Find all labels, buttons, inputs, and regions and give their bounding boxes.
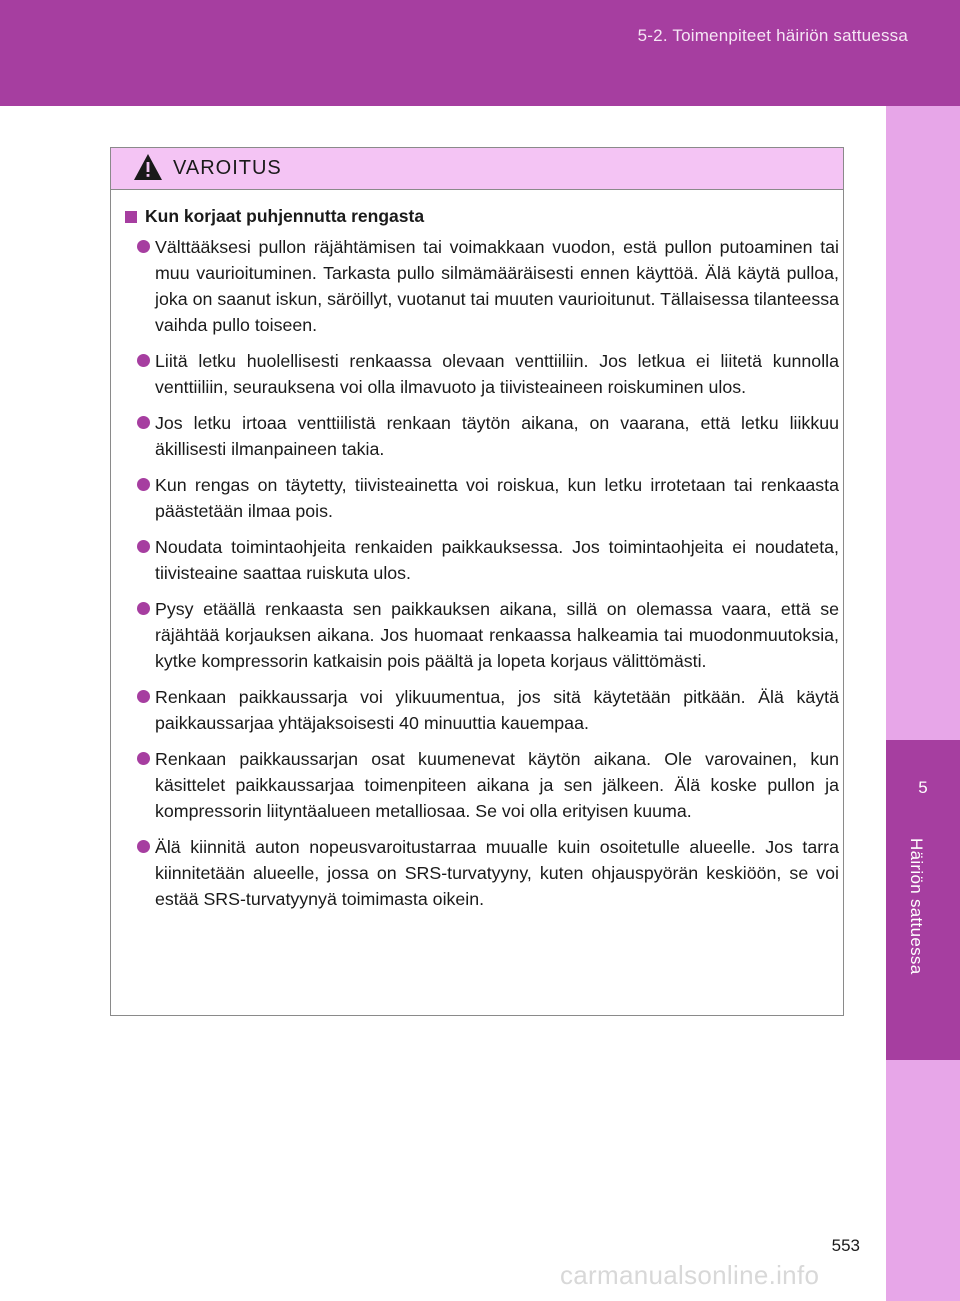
warning-title: VAROITUS [173,157,282,179]
bullet-dot-icon [137,240,150,253]
section-title: 5-2. Toimenpiteet häiriön sattuessa [637,26,908,45]
list-item-text: Kun rengas on täytetty, tiivisteainetta voi roiskua, kun letku irrotetaan tai renkaasta päästetään ilmaa pois. [155,475,839,521]
section-heading-text: Kun korjaat puhjennutta rengasta [145,206,425,226]
warning-section [125,206,839,922]
square-bullet-icon [125,211,137,223]
bullet-dot-icon [137,416,150,429]
bullet-dot-icon [137,478,150,491]
list-item [125,596,839,674]
list-item [125,234,839,338]
list-item-text: Välttääksesi pullon räjähtämisen tai voimakkaan vuodon, estä pullon putoaminen tai muu vaurioituminen. Tarkasta pullo silmämääräisesti ennen käyttöä. Älä käytä pulloa, joka on saanut iskun, säröillyt, vuotanut tai muuten vaurioitunut. Tällaisessa tilanteessa vaihda pullo toiseen. [155,237,839,335]
list-item-text: Liitä letku huolellisesti renkaassa olevaan venttiiliin. Jos letkua ei liitetä kunnolla venttiiliin, seurauksena voi olla ilmavuoto ja tiivisteaineen roiskuminen ulos. [155,351,839,397]
bullet-dot-icon [137,602,150,615]
section-heading [125,206,839,227]
bullet-dot-icon [137,540,150,553]
list-item [125,472,839,524]
list-item [125,746,839,824]
warning-triangle-icon [133,153,163,181]
page-number: 553 [831,1236,860,1255]
chapter-number: 5 [918,778,928,797]
list-item [125,834,839,912]
side-tab [886,106,960,1301]
list-item-text: Älä kiinnitä auton nopeusvaroitustarraa muualle kuin osoitetulle alueelle. Jos tarra kiinnitetään alueelle, jossa on SRS-turvatyyny, kuten ohjauspyörän keskiöön, se voi estää SRS-turvatyynyä toimimasta oikein. [155,837,839,909]
warning-header [111,148,843,190]
bullet-dot-icon [137,354,150,367]
list-item [125,534,839,586]
list-item-text: Noudata toimintaohjeita renkaiden paikkauksessa. Jos toimintaohjeita ei noudateta, tiivisteaine saattaa ruiskuta ulos. [155,537,839,583]
watermark: carmanualsonline.info [560,1260,820,1290]
chapter-label: Häiriön sattuessa [907,838,926,975]
bullet-dot-icon [137,752,150,765]
bullet-dot-icon [137,840,150,853]
list-item-text: Renkaan paikkaussarjan osat kuumenevat käytön aikana. Ole varovainen, kun käsittelet paikkaussarjaa toimenpiteen aikana ja sen jälkeen. Älä koske pullon ja kompressorin liityntäalueen metalliosaa. Se voi olla erityisen kuuma. [155,749,839,821]
header-band [0,0,960,106]
list-item [125,684,839,736]
list-item-text: Pysy etäällä renkaasta sen paikkauksen aikana, sillä on olemassa vaara, että se räjähtää korjauksen aikana. Jos huomaat renkaassa halkeamia tai muodonmuutoksia, kytke kompressorin katkaisin pois päältä ja lopeta korjaus välittömästi. [155,599,839,671]
list-item-text: Renkaan paikkaussarja voi ylikuumentua, jos sitä käytetään pitkään. Älä käytä paikkaussarjaa yhtäjaksoisesti 40 minuuttia kauempaa. [155,687,839,733]
list-item [125,410,839,462]
list-item [125,348,839,400]
bullet-dot-icon [137,690,150,703]
list-item-text: Jos letku irtoaa venttiilistä renkaan täytön aikana, on vaarana, että letku liikkuu äkillisesti ilmanpaineen takia. [155,413,839,459]
warning-box [110,147,844,1016]
